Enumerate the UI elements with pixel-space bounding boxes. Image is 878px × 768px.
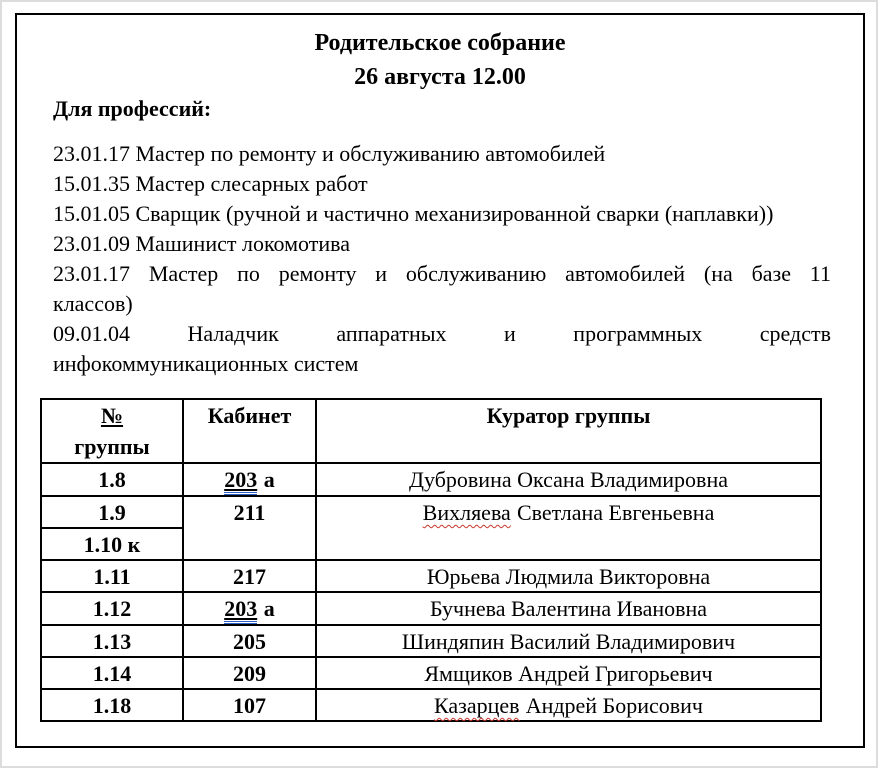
- professions-list: [53, 139, 831, 379]
- group-number: 1.10 к: [41, 528, 183, 560]
- profession-line: 15.01.35 Мастер слесарных работ: [53, 171, 368, 196]
- table-header-row: [41, 399, 821, 463]
- profession-line-continuation: инфокоммуникационных систем: [53, 351, 359, 376]
- page-border-frame: [15, 13, 865, 748]
- document-title: [17, 26, 863, 94]
- header-group-word: группы: [74, 434, 150, 459]
- spellcheck-flagged-word: Казарцев: [434, 693, 520, 718]
- curator-name: Юрьева Людмила Викторовна: [316, 560, 821, 592]
- group-number: 1.9: [41, 496, 183, 528]
- groups-table: [40, 398, 822, 722]
- profession-line: 23.01.17 Мастер по ремонту и обслуживанию автомобилей: [53, 141, 606, 166]
- curator-name-rest: Светлана Евгеньевна: [516, 500, 715, 525]
- profession-line-continuation: классов): [53, 291, 133, 316]
- cabinet-number: [183, 463, 316, 496]
- profession-line: 15.01.05 Сварщик (ручной и частично механизированной сварки (наплавки)): [53, 201, 774, 226]
- group-number: 1.18: [41, 689, 183, 721]
- group-number: 1.11: [41, 560, 183, 592]
- profession-line: 09.01.04 Наладчик аппаратных и программных средств: [53, 321, 831, 346]
- curator-name-rest: Андрей Борисович: [525, 693, 703, 718]
- profession-line: 23.01.17 Мастер по ремонту и обслуживанию автомобилей (на базе 11: [53, 261, 831, 286]
- section-heading: Для профессий:: [53, 96, 212, 121]
- curator-name: Дубровина Оксана Владимировна: [316, 463, 821, 496]
- grammar-flagged-number: 203: [224, 468, 257, 495]
- curator-name: Бучнева Валентина Ивановна: [316, 592, 821, 625]
- table-row: [41, 463, 821, 496]
- group-number: 1.13: [41, 625, 183, 657]
- curator-name: Шиндяпин Василий Владимирович: [316, 625, 821, 657]
- header-curator: Куратор группы: [316, 399, 821, 463]
- curator-name: Ямщиков Андрей Григорьевич: [316, 657, 821, 689]
- group-number: 1.14: [41, 657, 183, 689]
- cabinet-number-merged: 211: [183, 496, 316, 560]
- group-number: 1.12: [41, 592, 183, 625]
- group-number: 1.8: [41, 463, 183, 496]
- title-line-1: Родительское собрание: [314, 30, 566, 56]
- table-row: [41, 689, 821, 721]
- header-group-number: [41, 399, 183, 463]
- cabinet-number: 107: [183, 689, 316, 721]
- table-row: [41, 496, 821, 528]
- cabinet-suffix: а: [263, 596, 275, 621]
- header-cabinet: Кабинет: [183, 399, 316, 463]
- curator-name: [316, 689, 821, 721]
- spellcheck-flagged-word: Вихляева: [422, 500, 511, 525]
- grammar-flagged-number: 203: [224, 597, 257, 624]
- profession-line: 23.01.09 Машинист локомотива: [53, 231, 350, 256]
- title-line-2: 26 августа 12.00: [354, 64, 526, 90]
- table-row: [41, 560, 821, 592]
- table-row: [41, 625, 821, 657]
- curator-name-merged: [316, 496, 821, 560]
- cabinet-number: 205: [183, 625, 316, 657]
- cabinet-suffix: а: [263, 467, 275, 492]
- numero-sign: №: [100, 403, 124, 428]
- cabinet-number: [183, 592, 316, 625]
- table-row: [41, 592, 821, 625]
- cabinet-number: 209: [183, 657, 316, 689]
- table-row: [41, 657, 821, 689]
- cabinet-number: 217: [183, 560, 316, 592]
